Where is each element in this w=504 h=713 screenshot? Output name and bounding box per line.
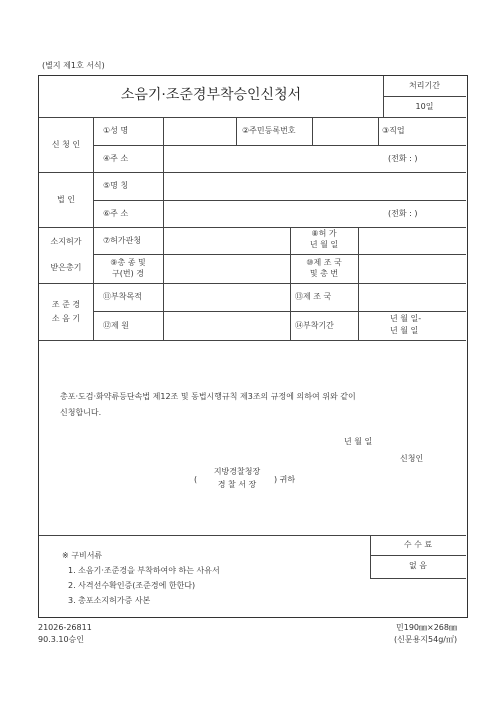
processing-period-value: 10일 [415,102,434,111]
application-date: 년 월 일 [344,437,373,446]
job-label: ③직업 [382,126,405,135]
required-doc-item: 3. 총포소지허가증 사본 [68,596,151,605]
required-doc-item: 1. 소음기·조준경을 부착하여야 하는 사유서 [68,566,220,575]
form-title: 소음기·조준경부착승인신청서 [120,87,302,103]
address-label: ④주 소 [103,154,129,163]
applicant-signature: 신청인 [400,454,424,463]
period-from: 년 월 일- [390,314,422,323]
purpose-label: ⑪부착목적 [103,292,142,301]
corp-address-label: ⑥주 소 [103,209,129,218]
fee-value: 없 음 [409,561,427,570]
maker-label-1: ⑩제 조 국 [306,258,342,267]
applicant-section-label: 신 청 인 [51,140,81,149]
declaration-line-1: 총포·도검·화약류등단속법 제12조 및 동법시행규칙 제3조의 규정에 의하여 위와 같이 [60,392,356,401]
permit-date-label-2: 년 월 일 [309,240,339,249]
maker-label-2: 및 총 번 [309,269,339,278]
addressee-2: 경 찰 서 장 [217,480,257,489]
permit-office-label: ⑦허가관청 [103,236,142,245]
period-label: ⑭부착기간 [295,321,334,330]
addressee-1: 지방경찰청장 [213,467,261,476]
approval-date: 90.3.10승인 [38,635,84,644]
paper-size: 민190㎜×268㎜ [396,623,457,632]
processing-period-label: 처리기간 [409,81,440,90]
device-country-label: ⑬제 조 국 [295,292,332,301]
addressee-open: ( [194,475,198,484]
corporation-section-label: 법 인 [57,195,75,204]
applicant-phone: (전화 : ) [388,154,418,163]
form-code: 21026-26811 [38,623,92,632]
fee-label: 수 수 료 [403,540,433,549]
paper-type: (신문용지54g/㎡) [394,635,458,644]
permit-date-label-1: ⑧허 가 [311,229,337,238]
device-section-label-1: 조 준 경 [51,300,81,309]
name-label: ①성 명 [103,126,129,135]
form-number: (별지 제1호 서식) [42,61,105,70]
rrn-label: ②주민등록번호 [242,126,296,135]
firearm-type-label-2: 구(번) 경 [112,269,144,278]
addressee-close: ) 귀하 [274,475,296,484]
period-to: 년 월 일 [390,326,419,335]
firearm-type-label-1: ⑨총 종 및 [110,258,146,267]
required-doc-item: 2. 사격선수확인증(조준경에 한한다) [68,581,196,590]
corporation-phone: (전화 : ) [388,209,418,218]
corp-name-label: ⑤명 칭 [103,181,129,190]
required-docs-title: ※ 구비서류 [62,551,103,560]
spec-label: ⑫제 원 [103,321,129,330]
firearm-section-label-1: 소지허가 [50,237,82,246]
device-section-label-2: 소 음 기 [51,314,81,323]
declaration-line-2: 신청합니다. [60,408,102,417]
firearm-section-label-2: 받은총기 [50,263,82,272]
